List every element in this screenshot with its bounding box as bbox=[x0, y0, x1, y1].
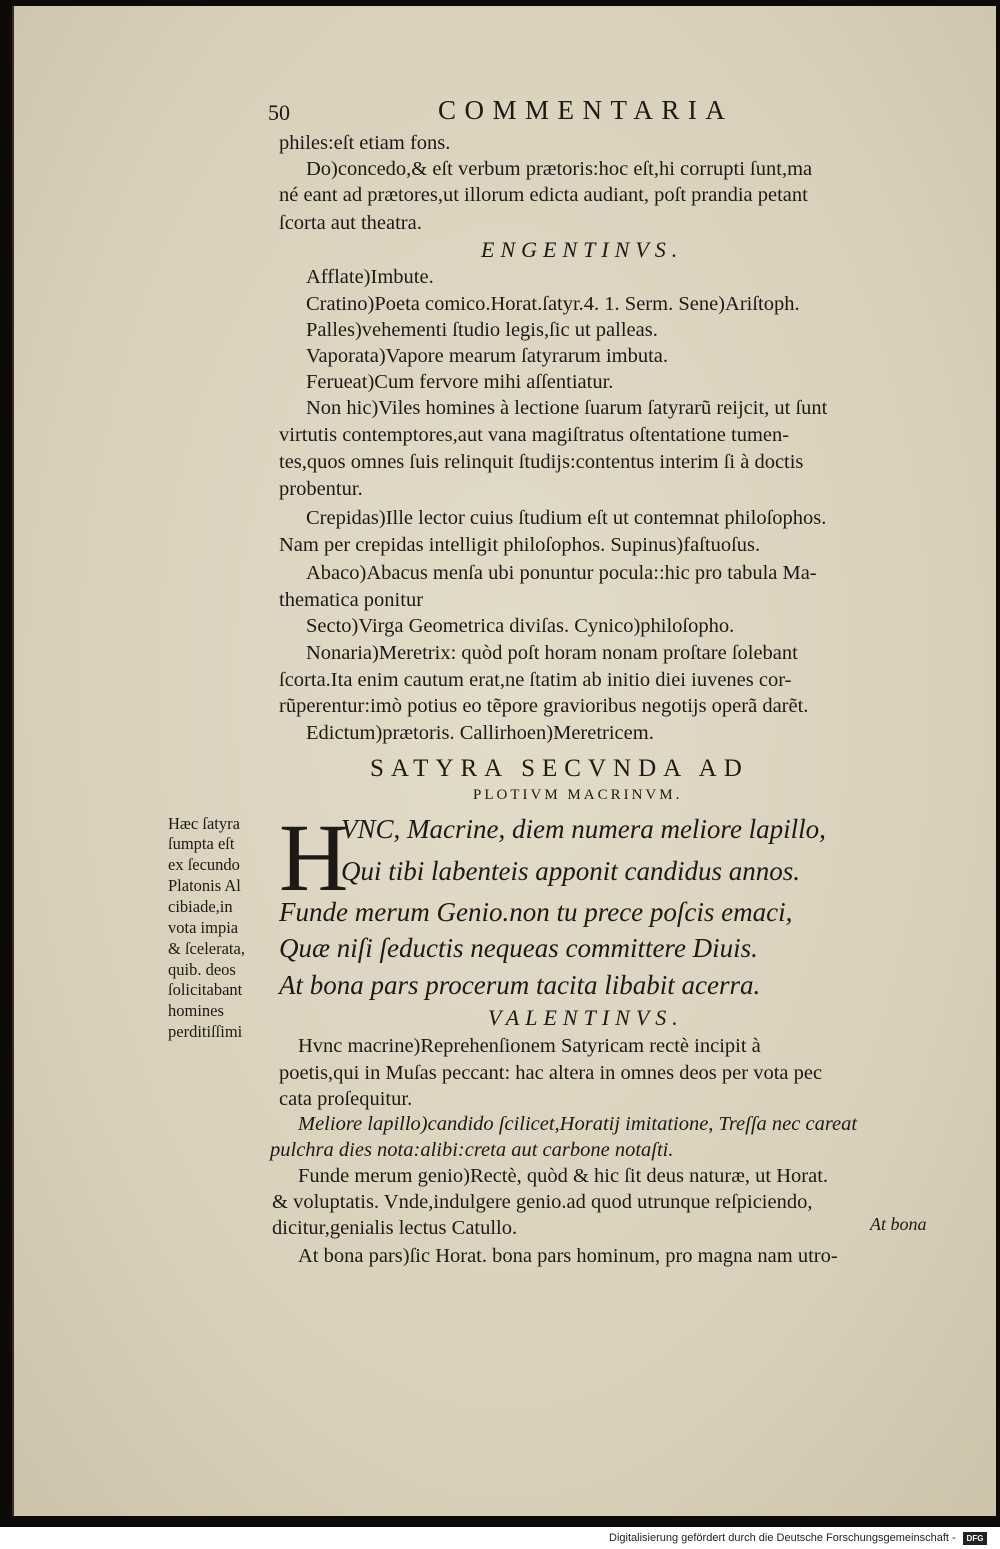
verse-line: Quæ niſi ſeductis nequeas committere Diuis. bbox=[279, 933, 758, 963]
text-line: pulchra dies nota:alibi:creta aut carbone notaſti. bbox=[270, 1139, 674, 1161]
text-line: dicitur,genialis lectus Catullo. bbox=[272, 1217, 518, 1239]
text-line: Vaporata)Vapore mearum ſatyrarum imbuta. bbox=[306, 345, 669, 367]
text-line: philes:eſt etiam fons. bbox=[279, 132, 451, 154]
text-line: cata proſequitur. bbox=[279, 1088, 413, 1110]
text-line: Nonaria)Meretrix: quòd poſt horam nonam proſtare ſolebant bbox=[306, 642, 798, 664]
text-line: ſcorta aut theatra. bbox=[279, 212, 422, 234]
text-line: Nam per crepidas intelligit philoſophos. Supinus)faſtuoſus. bbox=[279, 534, 761, 556]
text-line: né eant ad prætores,ut illorum edicta audiant, poſt prandia petant bbox=[279, 184, 808, 206]
margin-note-line: Platonis Al bbox=[168, 876, 241, 895]
text-line: probentur. bbox=[279, 478, 363, 500]
text-line: Edictum)prætoris. Callirhoen)Meretricem. bbox=[306, 722, 654, 744]
text-line: poetis,qui in Muſas peccant: hac altera in omnes deos per vota pec bbox=[279, 1062, 823, 1084]
dfg-logo: DFG bbox=[963, 1532, 987, 1545]
margin-note-line: cibiade,in bbox=[168, 897, 233, 916]
digitization-credit: Digitalisierung gefördert durch die Deutsche Forschungsgemeinschaft - bbox=[609, 1532, 956, 1544]
section-heading: VALENTINVS. bbox=[488, 1005, 684, 1030]
page-number: 50 bbox=[268, 100, 290, 125]
satyra-subtitle: PLOTIVM MACRINVM. bbox=[473, 787, 683, 803]
text-line: Non hic)Viles homines à lectione ſuarum ſatyrarũ reijcit, ut ſunt bbox=[306, 397, 828, 419]
section-heading: ENGENTINVS. bbox=[481, 237, 684, 262]
margin-note-line: quib. deos bbox=[168, 960, 236, 979]
text-line: virtutis contemptores,aut vana magiſtratus oſtentatione tumen- bbox=[279, 424, 790, 446]
margin-note-line: vota impia bbox=[168, 918, 239, 937]
text-line: ſcorta.Ita enim cautum erat,ne ſtatim ab initio diei iuvenes cor- bbox=[279, 669, 792, 691]
text-line: Ferueat)Cum fervore mihi aſſentiatur. bbox=[306, 371, 614, 393]
catchword: At bona bbox=[870, 1214, 927, 1234]
satyra-title: SATYRA SECVNDA AD bbox=[370, 755, 749, 782]
margin-note-line: ſumpta eſt bbox=[168, 834, 235, 853]
text-line: Meliore lapillo)candido ſcilicet,Horatij imitatione, Treſſa nec careat bbox=[298, 1113, 858, 1135]
margin-note-line: Hæc ſatyra bbox=[168, 814, 240, 833]
text-line: Funde merum genio)Rectè, quòd & hic ſit deus naturæ, ut Horat. bbox=[298, 1165, 829, 1187]
verse-line: VNC, Macrine, diem numera meliore lapillo, bbox=[341, 814, 826, 844]
margin-note-line: ex ſecundo bbox=[168, 855, 240, 874]
verse-line: At bona pars procerum tacita libabit acerra. bbox=[279, 970, 761, 1000]
text-line: Afflate)Imbute. bbox=[306, 266, 434, 288]
text-line: & voluptatis. Vnde,indulgere genio.ad quod utrunque reſpiciendo, bbox=[272, 1191, 813, 1213]
margin-note-line: perditiſſimi bbox=[168, 1022, 243, 1041]
text-line: Cratino)Poeta comico.Horat.ſatyr.4. 1. Serm. Sene)Ariſtoph. bbox=[306, 293, 800, 315]
margin-note-line: & ſcelerata, bbox=[168, 939, 245, 958]
margin-note-line: ſolicitabant bbox=[168, 980, 243, 999]
text-line: Hvnc macrine)Reprehenſionem Satyricam rectè incipit à bbox=[298, 1035, 761, 1057]
text-line: Abaco)Abacus menſa ubi ponuntur pocula::hic pro tabula Ma- bbox=[306, 562, 817, 584]
text-line: Secto)Virga Geometrica diviſas. Cynico)philoſopho. bbox=[306, 615, 735, 637]
text-line: Do)concedo,& eſt verbum prætoris:hoc eſt,hi corrupti ſunt,ma bbox=[306, 158, 813, 180]
drop-capital: H bbox=[279, 804, 349, 911]
verse-line: Funde merum Genio.non tu prece poſcis emaci, bbox=[279, 897, 793, 927]
running-title: COMMENTARIA bbox=[438, 95, 734, 125]
text-line: rũperentur:imò potius eo tẽpore gravioribus negotijs operã darẽt. bbox=[279, 695, 809, 717]
text-line: Palles)vehementi ſtudio legis,ſic ut palleas. bbox=[306, 319, 658, 341]
text-line: Crepidas)Ille lector cuius ſtudium eſt ut contemnat philoſophos. bbox=[306, 507, 827, 529]
margin-note-line: homines bbox=[168, 1001, 224, 1020]
verse-line: Qui tibi labenteis apponit candidus annos. bbox=[341, 856, 800, 886]
text-line: thematica ponitur bbox=[279, 589, 424, 611]
text-line: tes,quos omnes ſuis relinquit ſtudijs:contentus interim ſi à doctis bbox=[279, 451, 804, 473]
text-line: At bona pars)ſic Horat. bona pars hominum, pro magna nam utro- bbox=[298, 1245, 838, 1267]
